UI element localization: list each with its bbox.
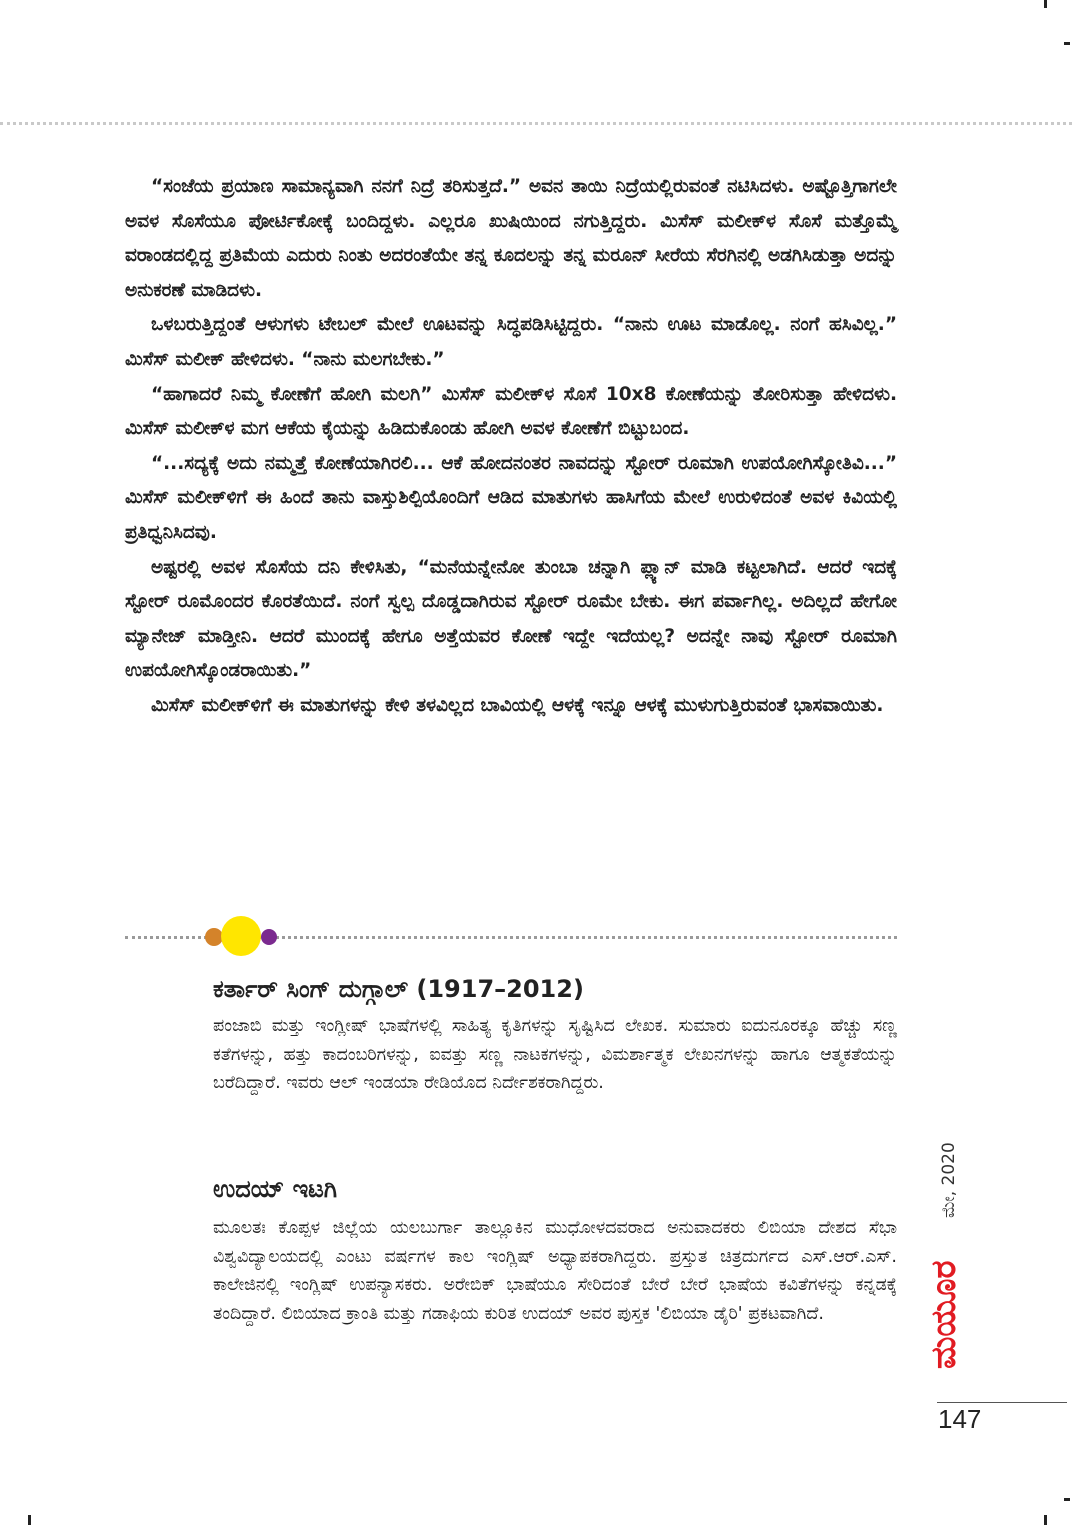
author-bio (213, 972, 897, 1098)
story-text (125, 170, 897, 724)
magazine-logo: ಮಯೂರ (924, 1260, 964, 1370)
translator-description: ಮೂಲತಃ ಕೊಪ್ಪಳ ಜಿಲ್ಲೆಯ ಯಲಬುರ್ಗಾ ತಾಲ್ಲೂಕಿನ ಮುಧೋಳದವರಾದ ಅನುವಾದಕರು ಲಿಬಿಯಾ ದೇಶದ ಸೆಭಾ ವಿಶ್ವವಿದ್ಯಾಲಯದಲ್ಲಿ ಎಂಟು ವರ್ಷಗಳ ಕಾಲ ಇಂಗ್ಲಿಷ್ ಅಧ್ಯಾಪಕರಾಗಿದ್ದರು. ಪ್ರಸ್ತುತ ಚಿತ್ರದುರ್ಗದ ಎಸ್.ಆರ್.ಎಸ್. ಕಾಲೇಜಿನಲ್ಲಿ ಇಂಗ್ಲಿಷ್ ಉಪನ್ಯಾಸಕರು. ಅರೇಬಿಕ್ ಭಾಷೆಯೂ ಸೇರಿದಂತೆ ಬೇರೆ ಬೇರೆ ಭಾಷೆಯ ಕವಿತೆಗಳನ್ನು ಕನ್ನಡಕ್ಕೆ ತಂದಿದ್ದಾರೆ. ಲಿಬಿಯಾದ ಕ್ರಾಂತಿ ಮತ್ತು ಗಡಾಫಿಯ ಕುರಿತ ಉದಯ್ ಅವರ ಪುಸ್ತಕ 'ಲಿಬಿಯಾ ಡೈರಿ' ಪ್ರಕಟವಾಗಿದೆ. (213, 1218, 897, 1324)
translator-bio (213, 1172, 897, 1328)
author-name: ಕರ್ತಾರ್ ಸಿಂಗ್ ದುಗ್ಗಾಲ್ (1917–2012) (213, 975, 584, 1003)
story-paragraph: “ಸಂಜೆಯ ಪ್ರಯಾಣ ಸಾಮಾನ್ಯವಾಗಿ ನನಗೆ ನಿದ್ರೆ ತರಿಸುತ್ತದೆ.” ಅವನ ತಾಯಿ ನಿದ್ರೆಯಲ್ಲಿರುವಂತೆ ನಟಿಸಿದಳು. ಅಷ್ಟೊತ್ತಿಗಾಗಲೇ ಅವಳ ಸೊಸೆಯೂ ಪೋರ್ಟಿಕೋಕ್ಕೆ ಬಂದಿದ್ದಳು. ಎಲ್ಲರೂ ಖುಷಿಯಿಂದ ನಗುತ್ತಿದ್ದರು. ಮಿಸೆಸ್ ಮಲೀಕ್‌ಳ ಸೊಸೆ ಮತ್ತೊಮ್ಮೆ ವರಾಂಡದಲ್ಲಿದ್ದ ಪ್ರತಿಮೆಯ ಎದುರು ನಿಂತು ಅದರಂತೆಯೇ ತನ್ನ ಕೂದಲನ್ನು ತನ್ನ ಮರೂನ್ ಸೀರೆಯ ಸೆರಗಿನಲ್ಲಿ ಅಡಗಿಸಿಡುತ್ತಾ ಅದನ್ನು ಅನುಕರಣೆ ಮಾಡಿದಳು. (125, 176, 897, 301)
author-description: ಪಂಜಾಬಿ ಮತ್ತು ಇಂಗ್ಲೀಷ್ ಭಾಷೆಗಳಲ್ಲಿ ಸಾಹಿತ್ಯ ಕೃತಿಗಳನ್ನು ಸೃಷ್ಟಿಸಿದ ಲೇಖಕ. ಸುಮಾರು ಐದುನೂರಕ್ಕೂ ಹೆಚ್ಚು ಸಣ್ಣ ಕತೆಗಳನ್ನು, ಹತ್ತು ಕಾದಂಬರಿಗಳನ್ನು, ಐವತ್ತು ಸಣ್ಣ ನಾಟಕಗಳನ್ನು, ವಿಮರ್ಶಾತ್ಮಕ ಲೇಖನಗಳನ್ನು ಹಾಗೂ ಆತ್ಮಕತೆಯನ್ನು ಬರೆದಿದ್ದಾರೆ. ಇವರು ಆಲ್ ಇಂಡಯಾ ರೇಡಿಯೊದ ನಿರ್ದೇಶಕರಾಗಿದ್ದರು. (213, 1016, 897, 1093)
story-paragraph: ಒಳಬರುತ್ತಿದ್ದಂತೆ ಆಳುಗಳು ಟೇಬಲ್ ಮೇಲೆ ಊಟವನ್ನು ಸಿದ್ಧಪಡಿಸಿಟ್ಟಿದ್ದರು. “ನಾನು ಊಟ ಮಾಡೊಲ್ಲ. ನಂಗೆ ಹಸಿವಿಲ್ಲ.” ಮಿಸೆಸ್ ಮಲೀಕ್ ಹೇಳಿದಳು. “ನಾನು ಮಲಗಬೇಕು.” (125, 314, 897, 370)
story-paragraph: “ಹಾಗಾದರೆ ನಿಮ್ಮ ಕೋಣೆಗೆ ಹೋಗಿ ಮಲಗಿ” ಮಿಸೆಸ್ ಮಲೀಕ್‌ಳ ಸೊಸೆ 10x8 ಕೋಣೆಯನ್ನು ತೋರಿಸುತ್ತಾ ಹೇಳಿದಳು. ಮಿಸೆಸ್ ಮಲೀಕ್‌ಳ ಮಗ ಆಕೆಯ ಕೈಯನ್ನು ಹಿಡಿದುಕೊಂಡು ಹೋಗಿ ಅವಳ ಕೋಣೆಗೆ ಬಿಟ್ಟುಬಂದ. (125, 383, 897, 440)
crop-mark-bottom-left (28, 1515, 31, 1525)
crop-mark-bottom-right-side (1064, 1498, 1070, 1501)
page-number: 147 (938, 1404, 982, 1434)
issue-date: ಮೇ, 2020 (939, 1142, 959, 1218)
crop-mark-bottom-right (1044, 1515, 1047, 1525)
crop-mark-top-right-side (1064, 42, 1070, 45)
section-divider (125, 914, 897, 960)
story-paragraph: ಅಷ್ಟರಲ್ಲಿ ಅವಳ ಸೊಸೆಯ ದನಿ ಕೇಳಿಸಿತು, “ಮನೆಯನ್ನೇನೋ ತುಂಬಾ ಚನ್ನಾಗಿ ಪ್ಲ್ಯಾನ್ ಮಾಡಿ ಕಟ್ಟಲಾಗಿದೆ. ಆದರೆ ಇದಕ್ಕೆ ಸ್ಟೋರ್ ರೂಮೊಂದರ ಕೊರತೆಯಿದೆ. ನಂಗೆ ಸ್ವಲ್ಪ ದೊಡ್ಡದಾಗಿರುವ ಸ್ಟೋರ್ ರೂಮೇ ಬೇಕು. ಈಗ ಪರ್ವಾಗಿಲ್ಲ. ಅದಿಲ್ಲದೆ ಹೇಗೋ ಮ್ಯಾನೇಜ್ ಮಾಡ್ತೀನಿ. ಆದರೆ ಮುಂದಕ್ಕೆ ಹೇಗೂ ಅತ್ತೆಯವರ ಕೋಣೆ ಇದ್ದೇ ಇದೆಯಲ್ಲ? ಅದನ್ನೇ ನಾವು ಸ್ಟೋರ್ ರೂಮಾಗಿ ಉಪಯೋಗಿಸ್ಕೊಂಡರಾಯಿತು.” (125, 556, 897, 682)
translator-name: ಉದಯ್ ಇಟಗಿ (213, 1175, 337, 1203)
divider-dot-right (261, 929, 277, 945)
divider-dot-center (221, 916, 261, 956)
story-paragraph: ಮಿಸೆಸ್ ಮಲೀಕ್‌ಳಿಗೆ ಈ ಮಾತುಗಳನ್ನು ಕೇಳಿ ತಳವಿಲ್ಲದ ಬಾವಿಯಲ್ಲಿ ಆಳಕ್ಕೆ ಇನ್ನೂ ಆಳಕ್ಕೆ ಮುಳುಗುತ್ತಿರುವಂತೆ ಭಾಸವಾಯಿತು. (151, 694, 884, 716)
story-paragraph: “...ಸದ್ಯಕ್ಕೆ ಅದು ನಮ್ಮತ್ತೆ ಕೋಣೆಯಾಗಿರಲಿ... ಆಕೆ ಹೋದನಂತರ ನಾವದನ್ನು ಸ್ಟೋರ್ ರೂಮಾಗಿ ಉಪಯೋಗಿಸ್ಕೋತಿವಿ...” ಮಿಸೆಸ್ ಮಲೀಕ್‌ಳಿಗೆ ಈ ಹಿಂದೆ ತಾನು ವಾಸ್ತುಶಿಲ್ಪಿಯೊಂದಿಗೆ ಆಡಿದ ಮಾತುಗಳು ಹಾಸಿಗೆಯ ಮೇಲೆ ಉರುಳಿದಂತೆ ಅವಳ ಕಿವಿಯಲ್ಲಿ ಪ್ರತಿಧ್ವನಿಸಿದವು. (125, 452, 897, 543)
page-number-rule (937, 1402, 1067, 1403)
top-dotted-rule (0, 122, 1072, 125)
crop-mark-top-right (1044, 0, 1047, 8)
